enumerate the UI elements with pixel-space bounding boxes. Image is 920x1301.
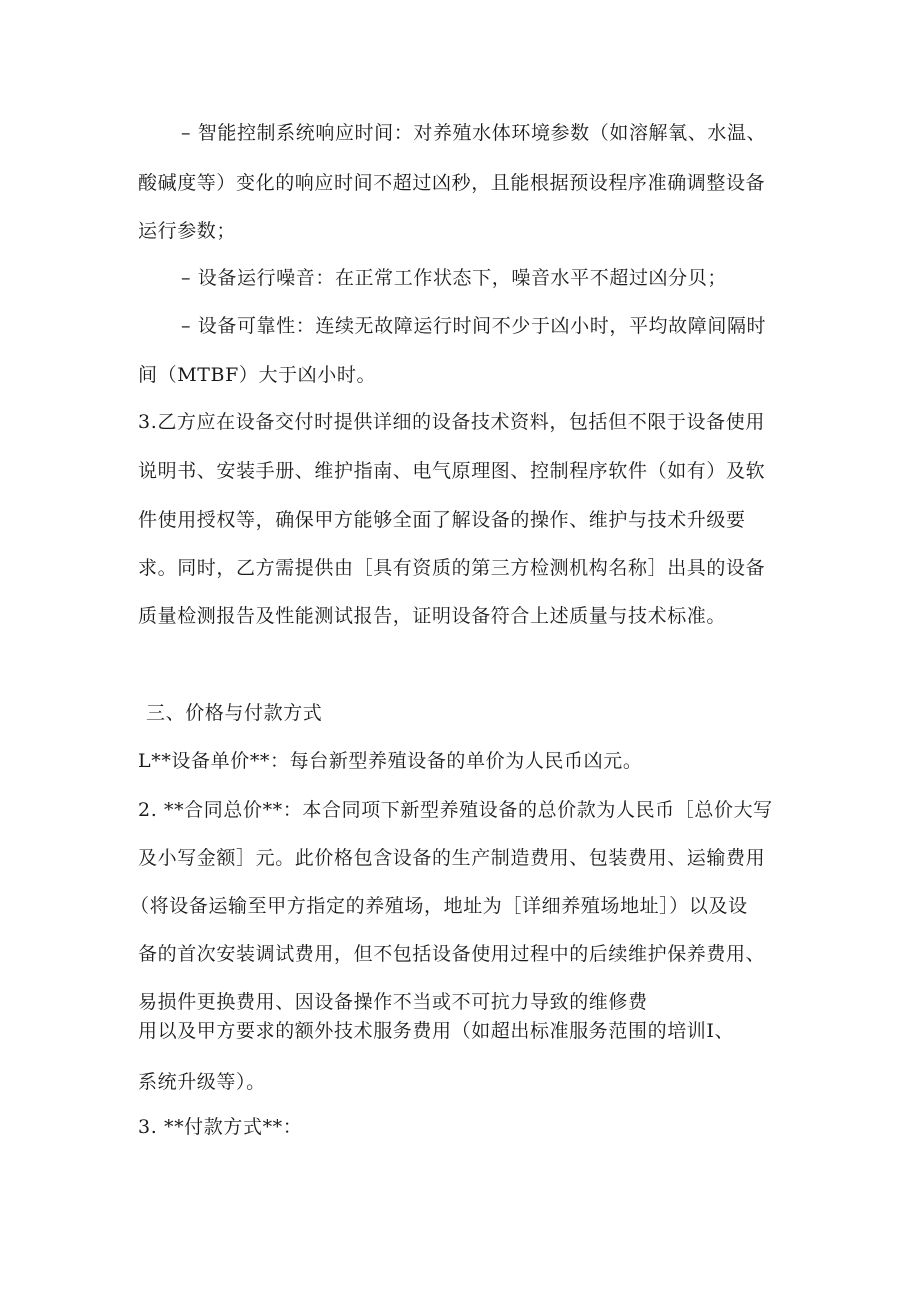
clause-3-line-5: 质量检测报告及性能测试报告，证明设备符合上述质量与技术标准。 bbox=[138, 605, 727, 627]
spec-reliability-line-1: – 设备可靠性：连续无故障运行时间不少于凶小时，平均故障间隔时 bbox=[181, 315, 767, 337]
total-price-line-6: 用以及甲方要求的额外技术服务费用（如超出标准服务范围的培训I、 bbox=[138, 1020, 735, 1042]
spec-response-time-line-3: 运行参数； bbox=[138, 220, 237, 242]
clause-3-line-3: 件使用授权等，确保甲方能够全面了解设备的操作、维护与技术升级要 bbox=[138, 509, 746, 531]
section-heading-price-payment: 三、价格与付款方式 bbox=[146, 702, 323, 724]
total-price-line-2: 及小写金额］元。此价格包含设备的生产制造费用、包装费用、运输费用 bbox=[138, 847, 766, 869]
clause-3-line-2: 说明书、安装手册、维护指南、电气原理图、控制程序软件（如有）及软 bbox=[138, 460, 766, 482]
unit-price-line: L**设备单价**：每台新型养殖设备的单价为人民币凶元。 bbox=[138, 750, 643, 772]
clause-3-line-1: 3.乙方应在设备交付时提供详细的设备技术资料，包括但不限于设备使用 bbox=[138, 411, 765, 433]
total-price-line-3: （将设备运输至甲方指定的养殖场，地址为［详细养殖场地址］）以及设 bbox=[130, 895, 748, 917]
payment-method-line: 3. **付款方式**： bbox=[138, 1116, 303, 1138]
spec-noise-line: – 设备运行噪音：在正常工作状态下，噪音水平不超过凶分贝； bbox=[181, 267, 727, 289]
clause-3-line-4: 求。同时，乙方需提供由［具有资质的第三方检测机构名称］出具的设备 bbox=[138, 557, 766, 579]
total-price-line-1: 2. **合同总价**：本合同项下新型养殖设备的总价款为人民币［总价大写 bbox=[138, 799, 773, 821]
spec-response-time-line-1: – 智能控制系统响应时间：对养殖水体环境参数（如溶解氧、水温、 bbox=[181, 122, 767, 144]
spec-reliability-line-2: 间（MTBF）大于凶小时。 bbox=[138, 364, 377, 386]
total-price-line-5: 易损件更换费用、因设备操作不当或不可抗力导致的维修费 bbox=[138, 991, 648, 1013]
total-price-line-7: 系统升级等）。 bbox=[138, 1071, 266, 1093]
total-price-line-4: 备的首次安装调试费用，但不包括设备使用过程中的后续维护保养费用、 bbox=[138, 943, 766, 965]
spec-response-time-line-2: 酸碱度等）变化的响应时间不超过凶秒，且能根据预设程序准确调整设备 bbox=[138, 172, 766, 194]
